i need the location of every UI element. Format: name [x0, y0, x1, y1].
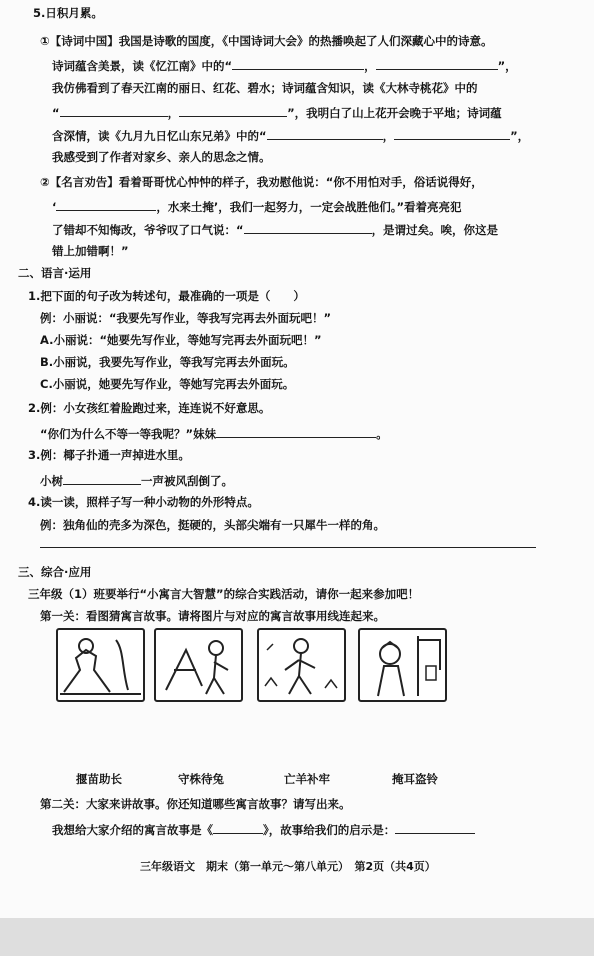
q5-p2-line3: 了错却不知悔改，爷爷叹了口气说：“ ，是谓过矣。唉，你这是 [52, 223, 499, 237]
fable-picture-3[interactable] [257, 628, 346, 702]
q5-p1-line3: 我仿佛看到了春天江南的丽日、红花、碧水；诗词蕴含知识，读《大林寺桃花》中的 [52, 81, 478, 95]
blank-6[interactable] [394, 127, 510, 140]
s2-q3: 3.例：椰子扑通一声掉进水里。 [28, 448, 190, 462]
figure-sketch-1 [58, 630, 143, 700]
s2-q1-option-c[interactable]: C.小丽说，她要先写作业，等她写完再去外面玩。 [40, 377, 295, 391]
fable-picture-2[interactable] [154, 628, 243, 702]
story-label-1[interactable]: 揠苗助长 [76, 772, 122, 786]
story-label-2[interactable]: 守株待兔 [178, 772, 224, 786]
s2-q1: 1.把下面的句子改为转述句，最准确的一项是（ ） [28, 289, 305, 303]
s3-level1: 第一关：看图猜寓言故事。请将图片与对应的寓言故事用线连起来。 [40, 609, 385, 623]
s2-q1-option-b[interactable]: B.小丽说，我要先写作业，等我写完再去外面玩。 [40, 355, 295, 369]
blank-9[interactable] [216, 425, 376, 438]
q5-p2-line4: 错上加错啊！” [52, 244, 129, 258]
q5-p2-line1: ②【名言劝告】看着哥哥忧心忡忡的样子，我劝慰他说：“你不用怕对手，俗话说得好， [40, 175, 483, 189]
q5-p1-line2: 诗词蕴含美景，读《忆江南》中的“ ， ”， [52, 59, 517, 73]
story-label-4[interactable]: 掩耳盗铃 [392, 772, 438, 786]
fable-picture-4[interactable] [358, 628, 447, 702]
page-footer: 三年级语文 期末（第一单元～第八单元） 第2页（共4页） [140, 860, 436, 873]
blank-11[interactable] [213, 821, 263, 834]
s3-level2-answer: 我想给大家介绍的寓言故事是《 》，故事给我们的启示是： [52, 821, 475, 837]
figure-sketch-3 [259, 630, 344, 700]
s2-q1-option-a[interactable]: A.小丽说：“她要先写作业，等她写完再去外面玩吧！” [40, 333, 322, 347]
blank-7[interactable] [56, 198, 156, 211]
fable-picture-1[interactable] [56, 628, 145, 702]
q5-p1-line1: ①【诗词中国】我国是诗歌的国度，《中国诗词大会》的热播唤起了人们深藏心中的诗意。 [40, 34, 493, 48]
q5-p2-line2: ‘ ，水来土掩’，我们一起努力，一定会战胜他们。”看着亮亮犯 [52, 200, 462, 214]
blank-4[interactable] [179, 104, 287, 117]
s3-intro: 三年级（1）班要举行“小寓言大智慧”的综合实践活动，请你一起来参加吧！ [28, 587, 420, 601]
section3-heading: 三、综合·应用 [18, 565, 92, 579]
s2-q2: 2.例：小女孩红着脸跑过来，连连说不好意思。 [28, 401, 271, 415]
blank-12[interactable] [395, 821, 475, 834]
section2-heading: 二、语言·运用 [18, 266, 92, 280]
viewer-bottom-band [0, 918, 594, 956]
q5-p1-line4: “ ， ”，我明白了山上花开会晚于平地；诗词蕴 [52, 106, 502, 120]
blank-8[interactable] [244, 221, 372, 234]
s2-q3-answer: 小树 一声被风刮倒了。 [40, 474, 233, 488]
blank-1[interactable] [232, 57, 364, 70]
answer-line[interactable] [40, 547, 536, 548]
blank-5[interactable] [267, 127, 383, 140]
q5-p1-line6: 我感受到了作者对家乡、亲人的思念之情。 [52, 150, 271, 164]
blank-3[interactable] [60, 104, 168, 117]
blank-2[interactable] [376, 57, 498, 70]
q5-title: 5.日积月累。 [33, 6, 103, 20]
s2-q2-answer: “你们为什么不等一等我呢？”妹妹 。 [40, 427, 388, 441]
s2-q4-example: 例：独角仙的壳多为深色，挺硬的，头部尖端有一只犀牛一样的角。 [40, 518, 385, 532]
s2-q1-example: 例：小丽说：“我要先写作业，等我写完再去外面玩吧！” [40, 311, 332, 325]
s3-level2: 第二关：大家来讲故事。你还知道哪些寓言故事？请写出来。 [40, 797, 351, 811]
figure-sketch-4 [360, 630, 445, 700]
story-label-3[interactable]: 亡羊补牢 [284, 772, 330, 786]
q5-p1-line5: 含深情，读《九月九日忆山东兄弟》中的“ ， ”， [52, 129, 530, 143]
blank-10[interactable] [63, 472, 141, 485]
s2-q4: 4.读一读，照样子写一种小动物的外形特点。 [28, 495, 259, 509]
figure-sketch-2 [156, 630, 241, 700]
